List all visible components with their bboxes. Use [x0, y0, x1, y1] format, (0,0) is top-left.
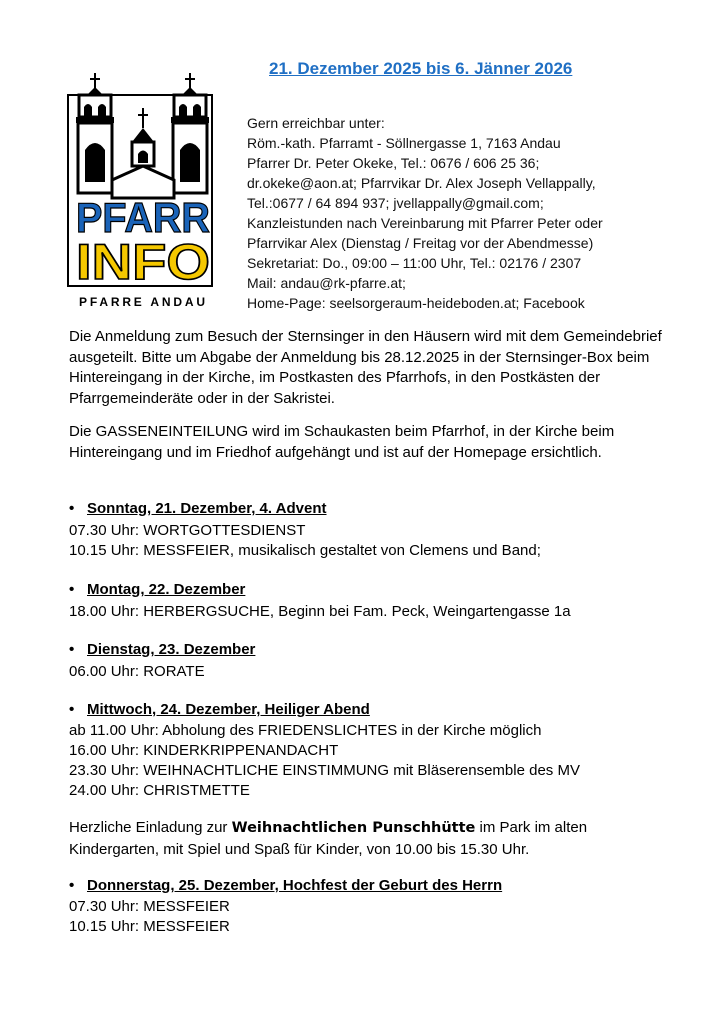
contact-line: dr.okeke@aon.at; Pfarrvikar Dr. Alex Joseph Vellappally,: [247, 175, 596, 191]
punsch-text: Herzliche Einladung zur: [69, 819, 232, 836]
gasseneinteilung-paragraph: Die GASSENEINTEILUNG wird im Schaukasten beim Pfarrhof, in der Kirche beim Hintereingang und im Friedhof aufgehängt und ist auf der Homepage ersichtlich.: [69, 423, 615, 461]
day-heading-donnerstag: [69, 877, 502, 894]
punsch-text: im Park im alten Kindergarten, mit Spiel und Spaß für Kinder, von 10.00 bis 15.30 Uhr.: [69, 819, 588, 858]
bullet: •: [69, 641, 75, 658]
schedule-entry: 16.00 Uhr: KINDERKRIPPENANDACHT: [69, 742, 339, 759]
church-logo-icon: [66, 70, 218, 310]
contact-line: Kanzleistunden nach Vereinbarung mit Pfarrer Peter oder: [247, 215, 603, 231]
sternsinger-paragraph: Die Anmeldung zum Besuch der Sternsinger in den Häusern wird mit dem Gemeindebrief ausgeteilt. Bitte um Abgabe der Anmeldung bis 28.12.2025 in der Sternsinger-Box beim Hintereingang in der Kirche, im Postkasten des Pfarrhofs, in den Postkästen der Pfarrgemeinderäte oder in der Sakristei.: [69, 328, 662, 407]
contact-line: Gern erreichbar unter:: [247, 115, 385, 131]
logo-line1: PFARR: [76, 194, 210, 241]
day-heading-dienstag: [69, 641, 255, 658]
contact-line: Mail: andau@rk-pfarre.at;: [247, 275, 406, 291]
schedule-entry: 07.30 Uhr: WORTGOTTESDIENST: [69, 522, 306, 539]
bullet: •: [69, 581, 75, 598]
schedule-entry: 10.15 Uhr: MESSFEIER: [69, 918, 230, 935]
schedule-entry: ab 11.00 Uhr: Abholung des FRIEDENSLICHTES in der Kirche möglich: [69, 722, 542, 739]
day-heading-text: Dienstag, 23. Dezember: [87, 641, 256, 658]
schedule-entry: 18.00 Uhr: HERBERGSUCHE, Beginn bei Fam. Peck, Weingartengasse 1a: [69, 603, 571, 620]
punschhuette-paragraph: [69, 817, 669, 860]
day-heading-text: Sonntag, 21. Dezember, 4. Advent: [87, 500, 327, 517]
bullet: •: [69, 701, 75, 718]
schedule-entry: 24.00 Uhr: CHRISTMETTE: [69, 782, 250, 799]
schedule-entry: 07.30 Uhr: MESSFEIER: [69, 898, 230, 915]
day-heading-montag: [69, 581, 245, 598]
schedule-entry: 10.15 Uhr: MESSFEIER, musikalisch gestaltet von Clemens und Band;: [69, 542, 541, 559]
contact-line: Röm.-kath. Pfarramt - Söllnergasse 1, 7163 Andau: [247, 135, 561, 151]
logo-subtitle: PFARRE ANDAU: [79, 295, 207, 309]
logo-line2: INFO: [76, 234, 210, 290]
schedule-entry: 06.00 Uhr: RORATE: [69, 663, 205, 680]
contact-line: Tel.:0677 / 64 894 937; jvellappally@gmail.com;: [247, 195, 544, 211]
punsch-highlight: Weihnachtlichen Punschhütte: [231, 820, 476, 836]
day-heading-text: Montag, 22. Dezember: [87, 581, 246, 598]
day-heading-text: Donnerstag, 25. Dezember, Hochfest der Geburt des Herrn: [87, 877, 503, 894]
bullet: •: [69, 500, 75, 517]
day-heading-text: Mittwoch, 24. Dezember, Heiliger Abend: [87, 701, 370, 718]
schedule-entry: 23.30 Uhr: WEIHNACHTLICHE EINSTIMMUNG mit Bläserensemble des MV: [69, 762, 580, 779]
contact-line: Pfarrer Dr. Peter Okeke, Tel.: 0676 / 606 25 36;: [247, 155, 540, 171]
contact-line: Sekretariat: Do., 09:00 – 11:00 Uhr, Tel.: 02176 / 2307: [247, 255, 582, 271]
contact-line: Pfarrvikar Alex (Dienstag / Freitag vor der Abendmesse): [247, 235, 594, 251]
contact-line: Home-Page: seelsorgeraum-heideboden.at; Facebook: [247, 295, 585, 311]
contact-info: [247, 113, 603, 313]
day-heading-sonntag: [69, 500, 327, 517]
page-title: 21. Dezember 2025 bis 6. Jänner 2026: [269, 59, 573, 78]
bullet: •: [69, 877, 75, 894]
pfarrinfo-logo: [66, 70, 218, 310]
day-heading-mittwoch: [69, 701, 370, 718]
